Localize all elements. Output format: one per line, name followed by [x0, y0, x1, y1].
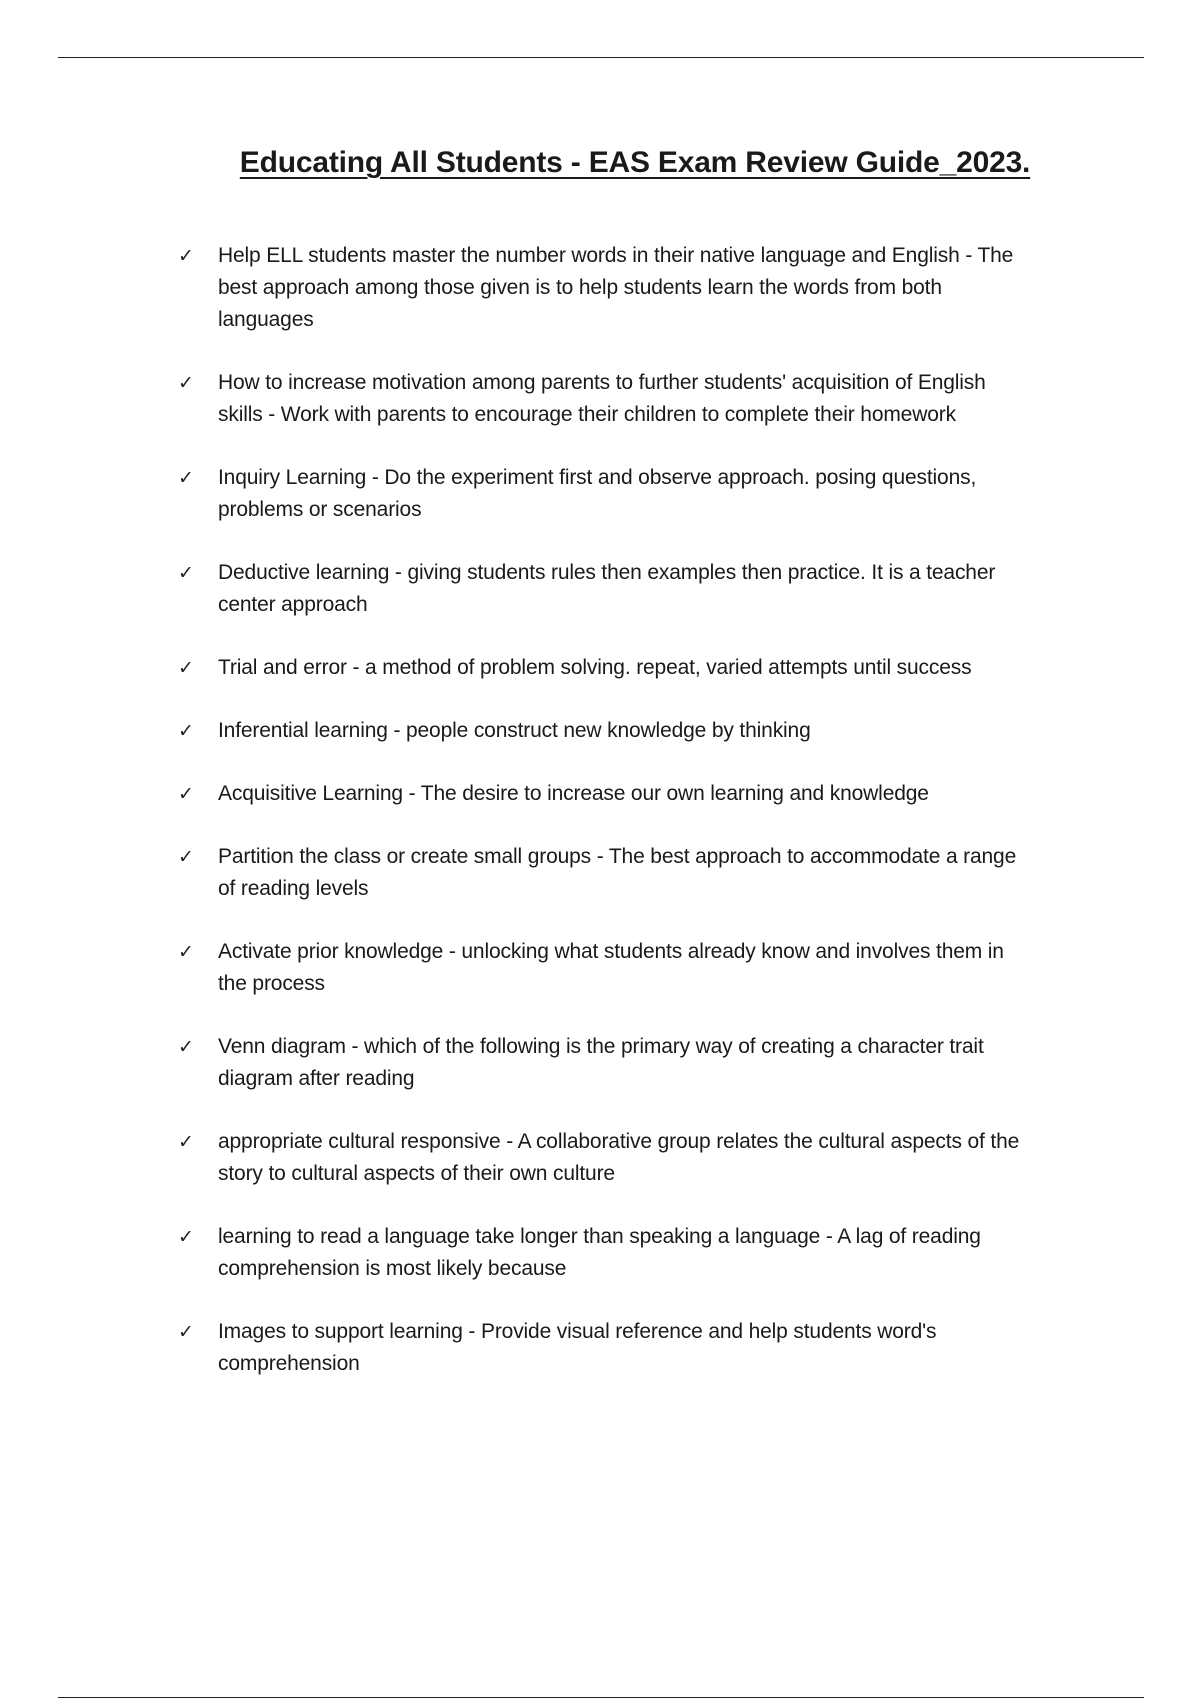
list-item-text: Venn diagram - which of the following is the primary way of creating a character trait diagram after reading [218, 1035, 984, 1090]
list-item [178, 462, 1098, 526]
checkmark-icon: ✓ [178, 846, 194, 868]
checkmark-icon: ✓ [178, 720, 194, 742]
list-item [178, 1221, 1098, 1285]
list-item [178, 715, 1098, 747]
list-item-text: Partition the class or create small groups - The best approach to accommodate a range of reading levels [218, 845, 1017, 900]
list-item-text: learning to read a language take longer than speaking a language - A lag of reading comprehension is most likely because [218, 1225, 981, 1280]
list-item [178, 557, 1098, 621]
checkmark-icon: ✓ [178, 1226, 194, 1248]
list-item-text: Activate prior knowledge - unlocking what students already know and involves them in the process [218, 940, 1004, 995]
list-item [178, 367, 1098, 431]
checkmark-icon: ✓ [178, 941, 194, 963]
list-item-text: How to increase motivation among parents to further students' acquisition of English skills - Work with parents to encourage their children to complete their homework [218, 371, 986, 426]
list-item-text: Acquisitive Learning - The desire to increase our own learning and knowledge [218, 782, 929, 805]
list-item [178, 652, 1098, 684]
list-item [178, 841, 1098, 905]
top-rule [58, 57, 1144, 58]
list-item [178, 1126, 1098, 1190]
checkmark-icon: ✓ [178, 783, 194, 805]
list-item [178, 1031, 1098, 1095]
list-item [178, 1316, 1098, 1380]
list-item-text: Images to support learning - Provide visual reference and help students word's comprehension [218, 1320, 937, 1375]
list-item [178, 936, 1098, 1000]
list-item-text: Inferential learning - people construct new knowledge by thinking [218, 719, 811, 742]
list-item-text: Inquiry Learning - Do the experiment first and observe approach. posing questions, problems or scenarios [218, 466, 977, 521]
checkmark-icon: ✓ [178, 1131, 194, 1153]
list-item-text: Trial and error - a method of problem solving. repeat, varied attempts until success [218, 656, 972, 679]
checkmark-icon: ✓ [178, 562, 194, 584]
list-item-text: Deductive learning - giving students rules then examples then practice. It is a teacher center approach [218, 561, 996, 616]
review-list [178, 240, 1098, 1380]
checkmark-icon: ✓ [178, 467, 194, 489]
list-item-text: Help ELL students master the number words in their native language and English - The best approach among those given is to help students learn the words from both languages [218, 244, 1014, 331]
checkmark-icon: ✓ [178, 245, 194, 267]
checkmark-icon: ✓ [178, 1036, 194, 1058]
page-title: Educating All Students - EAS Exam Review Guide_2023. [239, 146, 1031, 179]
list-item [178, 778, 1098, 810]
bottom-rule [58, 1697, 1144, 1698]
list-item-text: appropriate cultural responsive - A collaborative group relates the cultural aspects of the story to cultural aspects of their own culture [218, 1130, 1020, 1185]
checkmark-icon: ✓ [178, 657, 194, 679]
checkmark-icon: ✓ [178, 372, 194, 394]
list-item [178, 240, 1098, 336]
checkmark-icon: ✓ [178, 1321, 194, 1343]
